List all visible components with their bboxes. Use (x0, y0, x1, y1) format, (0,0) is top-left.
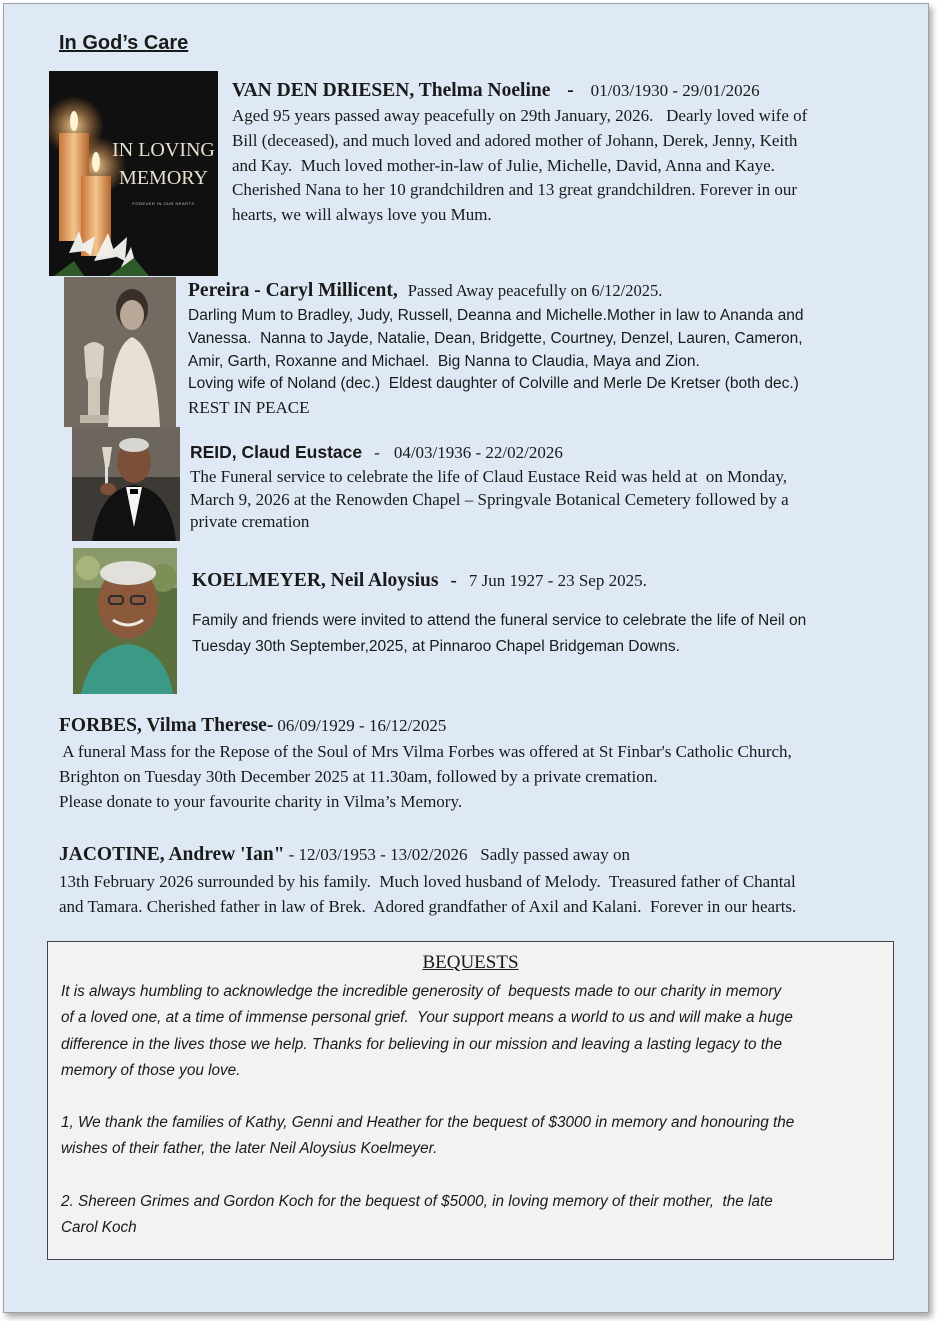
entry-name: JACOTINE, Andrew 'Ian" (59, 844, 285, 865)
entry-text-line: A funeral Mass for the Repose of the Soul of Mrs Vilma Forbes was offered at St Finbar's Catholic Church, (59, 742, 792, 761)
bequests-text-line: difference in the lives those we help. Thanks for believing in our mission and leaving a lasting legacy to the (61, 1035, 783, 1053)
entry-text-line: Loving wife of Noland (dec.) Eldest daughter of Colville and Merle De Kretser (both dec.) (188, 375, 799, 393)
portrait-illustration (73, 548, 177, 694)
entry-dates: 7 Jun 1927 - 23 Sep 2025. (468, 571, 647, 590)
bequests-text-line: 1, We thank the families of Kathy, Genni and Heather for the bequest of $3000 in memory and honouring the (61, 1114, 795, 1131)
bequests-text-line: Carol Koch (61, 1219, 137, 1237)
entry-intro: Passed Away peacefully on 6/12/2025. (407, 281, 663, 300)
entry-text-line: 13th February 2026 surrounded by his family. Much loved husband of Melody. Treasured father of Chantal (59, 872, 796, 891)
entry-dates: - 12/03/1953 - 13/02/2026 Sadly passed away on (288, 845, 630, 864)
image-caption-line1: IN LOVING (112, 139, 215, 161)
bequests-title: BEQUESTS (422, 952, 519, 973)
entry-text-line: and Kay. Much loved mother-in-law of Julie, Michelle, David, Anna and Kaye. (232, 155, 775, 175)
entry-text-line: hearts, we will always love you Mum. (232, 205, 492, 225)
bequests-text-line: memory of those you love. (61, 1061, 241, 1079)
page (3, 3, 929, 1313)
entry-text-line: Bill (deceased), and much loved and adored mother of Johann, Derek, Jenny, Keith (232, 130, 798, 150)
entry-text-line: Brighton on Tuesday 30th December 2025 at 11.30am, followed by a private cremation. (59, 767, 658, 786)
bequests-text-line: It is always humbling to acknowledge the incredible generosity of bequests made to our charity in memory (61, 983, 782, 1000)
bequests-intro (61, 979, 886, 1084)
entry-name: FORBES, Vilma Therese- (59, 715, 274, 736)
entry-text-line: Vanessa. Nanna to Jayde, Natalie, Dean, Bridgette, Courtney, Denzel, Lauren, Cameron, (188, 329, 803, 347)
entry-reid (190, 440, 890, 534)
entry-dash: - (374, 443, 380, 462)
entry-dates: 01/03/1930 - 29/01/2026 (590, 81, 760, 100)
entry-van-den-driesen (232, 78, 892, 228)
entry-dates: 04/03/1936 - 22/02/2026 (393, 443, 563, 462)
bequest-item-1 (61, 1110, 886, 1163)
entry-text-line: Family and friends were invited to attend the funeral service to celebrate the life of Neil on (192, 612, 807, 629)
bequests-text-line: of a loved one, at a time of immense personal grief. Your support means a world to us and will make a huge (61, 1009, 793, 1027)
entry-text-line: Please donate to your favourite charity in Vilma’s Memory. (59, 792, 463, 811)
entry-text-line: The Funeral service to celebrate the life of Claud Eustace Reid was held at on Monday, (190, 467, 787, 486)
entry-text-line: Cherished Nana to her 10 grandchildren and 13 great grandchildren. Forever in our (232, 180, 798, 200)
entry-text-line: Tuesday 30th September,2025, at Pinnaroo Chapel Bridgeman Downs. (192, 638, 680, 655)
reid-photo (72, 427, 180, 541)
entry-name: Pereira - Caryl Millicent, (188, 280, 398, 301)
portrait-illustration (72, 427, 180, 541)
bequest-item-2 (61, 1189, 886, 1242)
entry-text-line: Aged 95 years passed away peacefully on 29th January, 2026. Dearly loved wife of (232, 106, 808, 125)
entry-name: VAN DEN DRIESEN, Thelma Noeline (232, 80, 551, 101)
portrait-illustration (64, 277, 176, 427)
entry-text-line: and Tamara. Cherished father in law of Brek. Adored grandfather of Axil and Kalani. Forever in our hearts. (59, 897, 797, 916)
bequests-text-line: 2. Shereen Grimes and Gordon Koch for the bequest of $5000, in loving memory of their mother, the late (61, 1193, 773, 1210)
entry-closing: REST IN PEACE (188, 398, 310, 418)
entry-text-line: Amir, Garth, Roxanne and Michael. Big Nanna to Claudia, Maya and Zion. (188, 352, 700, 370)
entry-koelmeyer (192, 569, 892, 660)
pereira-photo (64, 277, 176, 427)
entry-pereira (188, 278, 888, 420)
entry-name: REID, Claud Eustace (190, 442, 363, 462)
entry-dash: - (567, 80, 574, 101)
image-caption-small: FOREVER IN OUR HEARTS (132, 201, 195, 206)
page-heading: In God’s Care (59, 32, 189, 54)
entry-jacotine (59, 842, 899, 919)
entry-text-line: private cremation (190, 512, 310, 531)
bequests-text-line: wishes of their father, the later Neil Aloysius Koelmeyer. (61, 1140, 438, 1158)
entry-forbes (59, 714, 899, 814)
entry-name: KOELMEYER, Neil Aloysius (192, 570, 439, 591)
entry-text-line: March 9, 2026 at the Renowden Chapel – Springvale Botanical Cemetery followed by a (190, 489, 789, 509)
in-loving-memory-image (49, 71, 218, 276)
koelmeyer-photo (73, 548, 177, 694)
entry-dates: 06/09/1929 - 16/12/2025 (277, 716, 447, 735)
entry-text-line: Darling Mum to Bradley, Judy, Russell, Deanna and Michelle.Mother in law to Ananda and (188, 307, 804, 324)
bequests-box (47, 941, 894, 1260)
image-caption-line2: MEMORY (119, 167, 208, 189)
entry-dash: - (450, 570, 457, 591)
